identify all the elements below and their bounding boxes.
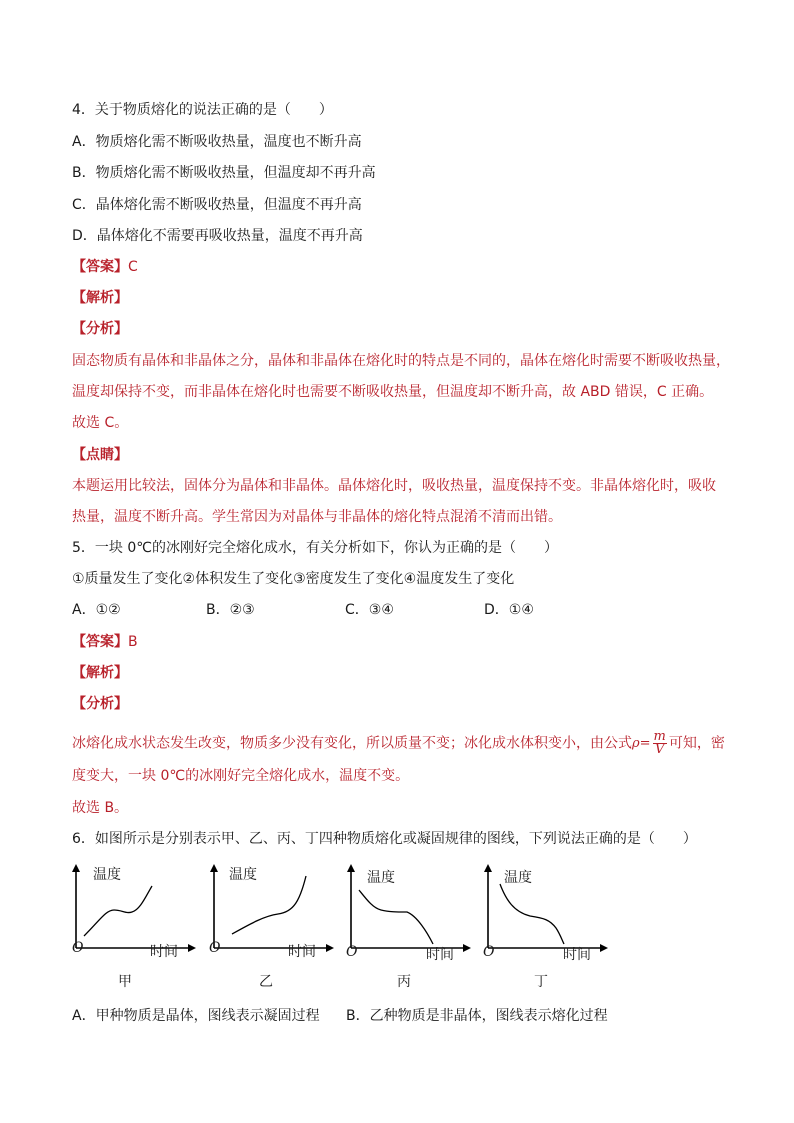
q6-stem: 6．如图所示是分别表示甲、乙、丙、丁四种物质熔化或凝固规律的图线，下列说法正确的是（ ） <box>72 831 697 847</box>
graph-ding-origin: O <box>483 944 495 960</box>
q5-choose: 故选 B。 <box>72 800 129 816</box>
curve <box>84 886 152 936</box>
q5-analysis-line1 <box>72 731 725 756</box>
q4-dianjing-line1: 本题运用比较法，固体分为晶体和非晶体。晶体熔化时，吸收热量，温度保持不变。非晶体熔化时，吸收 <box>72 478 716 494</box>
graph-bing <box>337 860 477 960</box>
graph-ding-xlabel: 时间 <box>563 947 591 963</box>
formula-fraction <box>653 731 667 756</box>
graph-yi-ylabel: 温度 <box>229 867 257 883</box>
x-arrow-icon <box>188 944 196 952</box>
x-arrow-icon <box>600 944 608 952</box>
answer-tag: 【答案】 <box>72 634 128 650</box>
y-arrow-icon <box>484 864 492 872</box>
graph-jia-caption: 甲 <box>118 974 132 990</box>
q5-analysis-line2: 度变大，一块 0℃的冰刚好完全熔化成水，温度不变。 <box>72 768 410 784</box>
q5-jiexi-tag: 【解析】 <box>72 665 128 681</box>
graph-yi <box>200 860 340 960</box>
q5-fenxi-tag: 【分析】 <box>72 696 128 712</box>
y-arrow-icon <box>347 864 355 872</box>
q6-option-a: A．甲种物质是晶体，图线表示凝固过程 <box>72 1008 320 1024</box>
x-arrow-icon <box>463 944 471 952</box>
q5-statements: ①质量发生了变化②体积发生了变化③密度发生了变化④温度发生了变化 <box>72 571 515 587</box>
formula-rho: ρ= <box>632 736 651 751</box>
answer-value: C <box>128 259 138 275</box>
q4-option-d: D．晶体熔化不需要再吸收热量，温度不再升高 <box>72 228 363 244</box>
q4-option-a: A．物质熔化需不断吸收热量，温度也不断升高 <box>72 134 362 150</box>
graph-ding-caption: 丁 <box>534 974 548 990</box>
graph-bing-caption: 丙 <box>397 974 411 990</box>
q4-option-b: B．物质熔化需不断吸收热量，但温度却不再升高 <box>72 165 376 181</box>
answer-value: B <box>128 634 138 650</box>
q5-analysis-before: 冰熔化成水状态发生改变，物质多少没有变化，所以质量不变；冰化成水体积变小，由公式 <box>72 735 632 752</box>
graph-bing-xlabel: 时间 <box>426 947 454 963</box>
q4-analysis-line2: 温度却保持不变，而非晶体在熔化时也需要不断吸收热量，但温度却不断升高，故 ABD 错误，C 正确。 <box>72 384 714 400</box>
answer-tag: 【答案】 <box>72 259 128 275</box>
curve <box>359 890 433 944</box>
q4-dianjing-line2: 热量，温度不断升高。学生常因为对晶体与非晶体的熔化特点混淆不清而出错。 <box>72 509 562 525</box>
q4-option-c: C．晶体熔化需不断吸收热量，但温度不再升高 <box>72 197 362 213</box>
curve <box>500 884 564 944</box>
q5-option-c: C．③④ <box>345 602 394 618</box>
q5-option-d: D．①④ <box>484 602 534 618</box>
q4-choose: 故选 C。 <box>72 415 129 431</box>
graph-yi-xlabel: 时间 <box>288 944 316 960</box>
graph-jia-xlabel: 时间 <box>150 944 178 960</box>
formula-numerator: m <box>653 729 666 744</box>
q4-stem: 4．关于物质熔化的说法正确的是（ ） <box>72 102 333 118</box>
graph-ding <box>474 860 614 960</box>
y-arrow-icon <box>72 864 80 872</box>
graph-jia-ylabel: 温度 <box>93 867 121 883</box>
graph-bing-ylabel: 温度 <box>367 870 395 886</box>
q5-analysis-after: 可知，密 <box>668 735 725 752</box>
x-arrow-icon <box>326 944 334 952</box>
q4-answer <box>72 258 138 276</box>
graph-ding-ylabel: 温度 <box>504 870 532 886</box>
q5-answer <box>72 633 138 651</box>
y-arrow-icon <box>210 864 218 872</box>
graph-yi-origin: O <box>209 940 221 956</box>
density-formula <box>632 731 669 756</box>
q5-option-a: A．①② <box>72 602 121 618</box>
q5-option-b: B．②③ <box>206 602 255 618</box>
q4-fenxi-tag: 【分析】 <box>72 321 128 337</box>
q4-analysis-line1: 固态物质有晶体和非晶体之分，晶体和非晶体在熔化时的特点是不同的，晶体在熔化时需要不断吸收热量， <box>72 353 730 369</box>
q5-stem: 5．一块 0℃的冰刚好完全熔化成水，有关分析如下，你认为正确的是（ ） <box>72 540 558 556</box>
curve <box>232 876 306 934</box>
q4-jiexi-tag: 【解析】 <box>72 290 128 306</box>
formula-denominator: V <box>655 742 665 757</box>
q4-dianjing-tag: 【点睛】 <box>72 447 128 463</box>
q6-option-b: B．乙种物质是非晶体，图线表示熔化过程 <box>346 1008 608 1024</box>
graph-jia-origin: O <box>72 940 84 956</box>
graph-yi-caption: 乙 <box>259 974 273 990</box>
graph-bing-origin: O <box>346 944 358 960</box>
